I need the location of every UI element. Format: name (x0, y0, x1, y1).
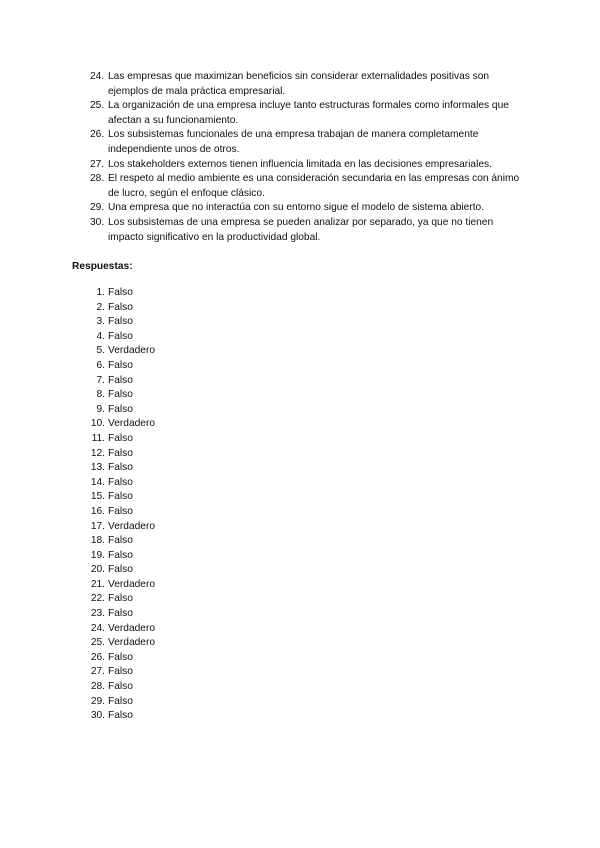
answer-number: 22. (90, 593, 105, 605)
answer-number: 7. (96, 374, 105, 386)
answer-item (90, 344, 155, 359)
answer-value: Falso (108, 330, 133, 342)
answer-number: 16. (90, 505, 105, 517)
answer-number: 4. (96, 330, 105, 342)
answer-number: 19. (90, 549, 105, 561)
answer-number: 15. (90, 491, 105, 503)
question-number: 27. (90, 158, 105, 170)
answer-item (90, 388, 155, 403)
question-number: 24. (90, 71, 105, 82)
answer-item (90, 549, 155, 564)
question-text: Los subsistemas de una empresa se pueden analizar por separado, ya que no tienen impacto significativo en la productividad global. (108, 216, 494, 243)
answer-number: 1. (96, 287, 105, 298)
answer-item (90, 563, 155, 578)
answer-value: Falso (108, 535, 133, 547)
answer-number: 18. (90, 535, 105, 547)
answer-number: 21. (90, 578, 105, 590)
question-text: Una empresa que no interactúa con su entorno sigue el modelo de sistema abierto. (108, 202, 485, 214)
question-item (90, 172, 530, 201)
answer-item (90, 301, 155, 316)
answer-value: Falso (108, 316, 133, 328)
answer-number: 3. (96, 316, 105, 328)
answer-value: Verdadero (108, 637, 156, 649)
question-text: Los stakeholders externos tienen influencia limitada en las decisiones empresariales. (108, 158, 492, 170)
answer-item (90, 476, 155, 491)
answer-value: Verdadero (108, 345, 156, 357)
answer-number: 24. (90, 622, 105, 634)
answer-number: 10. (90, 418, 105, 430)
answer-item (90, 461, 155, 476)
answer-number: 23. (90, 608, 105, 620)
answer-number: 25. (90, 637, 105, 649)
answer-number: 30. (90, 710, 105, 722)
answer-value: Falso (108, 564, 133, 576)
question-item (90, 216, 530, 245)
answer-item (90, 709, 155, 724)
answer-number: 17. (90, 520, 105, 532)
answer-value: Falso (108, 505, 133, 517)
answer-value: Verdadero (108, 578, 156, 590)
answer-number: 27. (90, 666, 105, 678)
answer-item (90, 447, 155, 462)
answer-item (90, 622, 155, 637)
answer-value: Falso (108, 666, 133, 678)
answer-number: 28. (90, 681, 105, 693)
answer-value: Verdadero (108, 622, 156, 634)
answer-value: Falso (108, 681, 133, 693)
answer-number: 5. (96, 345, 105, 357)
answer-number: 6. (96, 359, 105, 371)
answer-item (90, 330, 155, 345)
answer-item (90, 520, 155, 535)
answer-value: Falso (108, 359, 133, 371)
answer-item (90, 286, 155, 301)
answer-value: Falso (108, 374, 133, 386)
question-item (90, 201, 530, 216)
answer-number: 11. (91, 432, 105, 444)
answer-value: Falso (108, 651, 133, 663)
answer-item (90, 534, 155, 549)
question-text: Los subsistemas funcionales de una empresa trabajan de manera completamente independiente unos de otros. (108, 129, 479, 155)
answer-value: Falso (108, 462, 133, 474)
answer-value: Falso (108, 491, 133, 503)
answer-value: Falso (108, 389, 133, 401)
question-item (90, 99, 530, 128)
answer-value: Falso (108, 301, 133, 313)
question-text: El respeto al medio ambiente es una consideración secundaria en las empresas con ánimo de lucro, según el enfoque clásico. (108, 173, 520, 199)
answer-number: 29. (90, 695, 105, 707)
answer-value: Falso (108, 695, 133, 707)
question-item (90, 158, 530, 173)
answers-heading: Respuestas: (72, 261, 133, 272)
answer-item (90, 359, 155, 374)
answer-item (90, 592, 155, 607)
answer-value: Falso (108, 608, 133, 620)
question-number: 26. (90, 129, 105, 141)
question-text: Las empresas que maximizan beneficios sin considerar externalidades positivas son ejemplos de mala práctica empresarial. (108, 71, 490, 97)
answer-number: 13. (90, 462, 105, 474)
answer-item (90, 695, 155, 710)
question-number: 30. (90, 216, 105, 228)
answer-number: 9. (96, 403, 105, 415)
answer-number: 8. (96, 389, 105, 401)
answer-value: Falso (108, 403, 133, 415)
answer-item (90, 417, 155, 432)
question-item (90, 70, 530, 99)
answer-number: 2. (96, 301, 105, 313)
answer-value: Falso (108, 447, 133, 459)
answer-value: Falso (108, 287, 133, 298)
answer-value: Falso (108, 710, 133, 722)
answer-item (90, 432, 155, 447)
answer-number: 12. (90, 447, 105, 459)
answer-item (90, 505, 155, 520)
answer-item (90, 315, 155, 330)
question-text: La organización de una empresa incluye tanto estructuras formales como informales que afectan a su funcionamiento. (108, 100, 509, 126)
answer-list (90, 286, 155, 724)
question-number: 25. (90, 100, 105, 112)
question-number: 29. (90, 202, 105, 214)
question-item (90, 128, 530, 157)
answer-value: Falso (108, 432, 133, 444)
answer-number: 14. (90, 476, 105, 488)
answer-item (90, 651, 155, 666)
answer-item (90, 403, 155, 418)
answer-number: 20. (90, 564, 105, 576)
answer-value: Verdadero (108, 520, 156, 532)
answer-item (90, 665, 155, 680)
answer-value: Falso (108, 593, 133, 605)
answer-item (90, 680, 155, 695)
answer-item (90, 636, 155, 651)
answer-item (90, 607, 155, 622)
answer-value: Falso (108, 476, 133, 488)
answer-item (90, 374, 155, 389)
question-list (90, 70, 530, 245)
answer-number: 26. (90, 651, 105, 663)
answer-item (90, 490, 155, 505)
answer-value: Falso (108, 549, 133, 561)
question-number: 28. (90, 173, 105, 185)
answer-value: Verdadero (108, 418, 156, 430)
answer-item (90, 578, 155, 593)
